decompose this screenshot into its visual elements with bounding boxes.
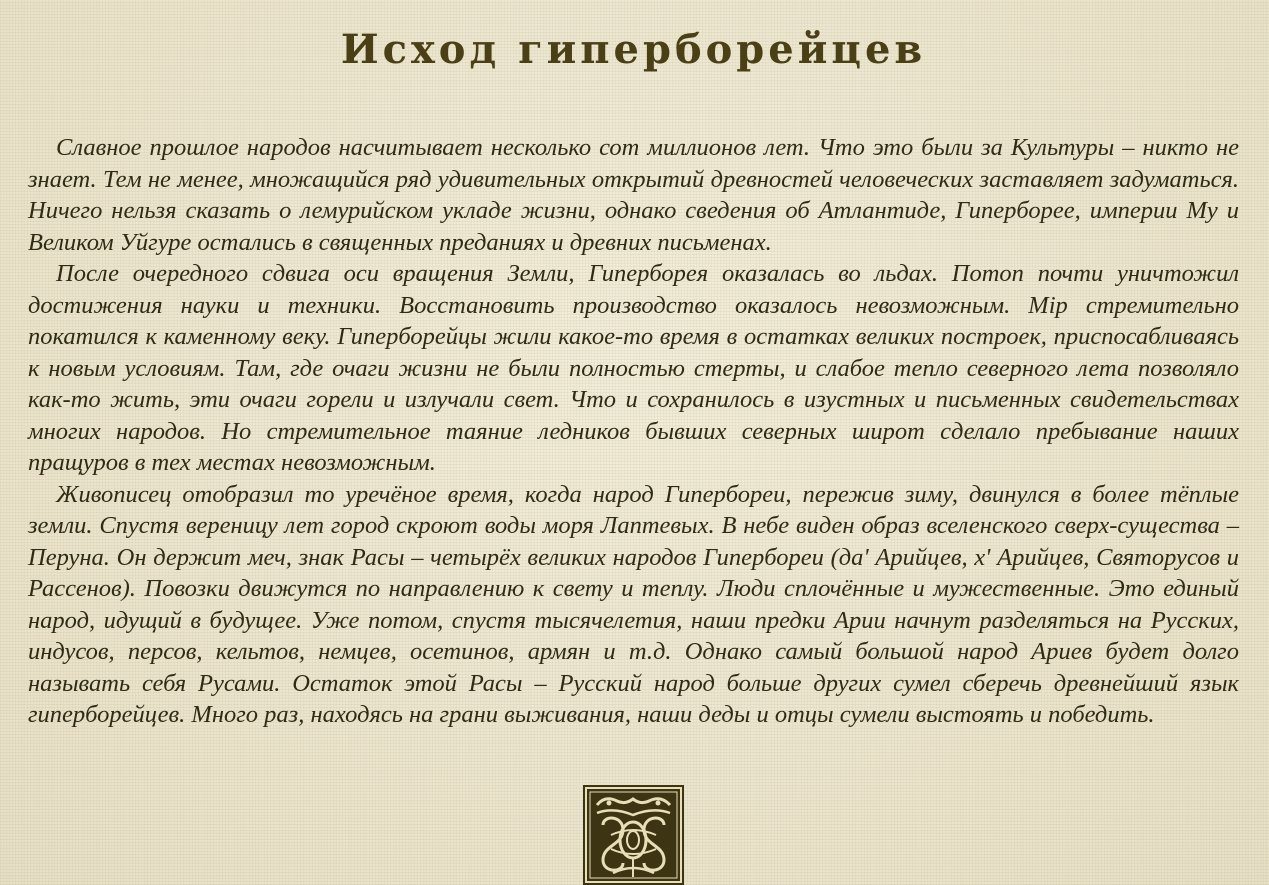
- paragraph-1: Славное прошлое народов насчитывает несколько сот миллионов лет. Что это были за Культуры – никто не знает. Тем не менее, множащийся ряд удивительных открытий древностей человеческих заставляет задуматься. Ничего нельзя сказать о лемурийском укладе жизни, однако сведения об Атлантиде, Гиперборее, империи Му и Великом Уйгуре остались в священных преданиях и древних письменах.: [28, 134, 1239, 256]
- body-text: [28, 132, 1239, 731]
- paragraph-2: После очередного сдвига оси вращения Земли, Гиперборея оказалась во льдах. Потоп почти уничтожил достижения науки и техники. Восстановить производство оказалось невозможным. Мiр стремительно покатился к каменному веку. Гиперборейцы жили какое-то время в остатках великих построек, приспосабливаясь к новым условиям. Там, где очаги жизни не были полностью стерты, и слабое тепло северного лета позволяло как-то жить, эти очаги горели и излучали свет. Что и сохранилось в изустных и письменных свидетельствах многих народов. Но стремительное таяние ледников бывших северных широт сделало пребывание наших пращуров в тех местах невозможным.: [28, 260, 1239, 476]
- celtic-knot-emblem-icon: [583, 785, 684, 885]
- page-title: Исход гиперборейцев: [340, 26, 927, 73]
- paragraph-3: Живописец отобразил то уречёное время, когда народ Гипербореи, пережив зиму, двинулся в более тёплые земли. Спустя вереницу лет город скроют воды моря Лаптевых. В небе виден образ вселенского сверх-существа – Перуна. Он держит меч, знак Расы – четырёх великих народов Гипербореи (да' Арийцев, х' Арийцев, Святорусов и Рассенов). Повозки движутся по направлению к свету и теплу. Люди сплочённые и мужественные. Это единый народ, идущий в будущее. Уже потом, спустя тысячелетия, наши предки Арии начнут разделяться на Русских, индусов, персов, кельтов, немцев, осетинов, армян и т.д. Однако самый большой народ Ариев будет долго называть себя Русами. Остаток этой Расы – Русский народ больше других сумел сберечь древнейший язык гиперборейцев. Много раз, находясь на грани выживания, наши деды и отцы сумели выстоять и победить.: [28, 480, 1239, 728]
